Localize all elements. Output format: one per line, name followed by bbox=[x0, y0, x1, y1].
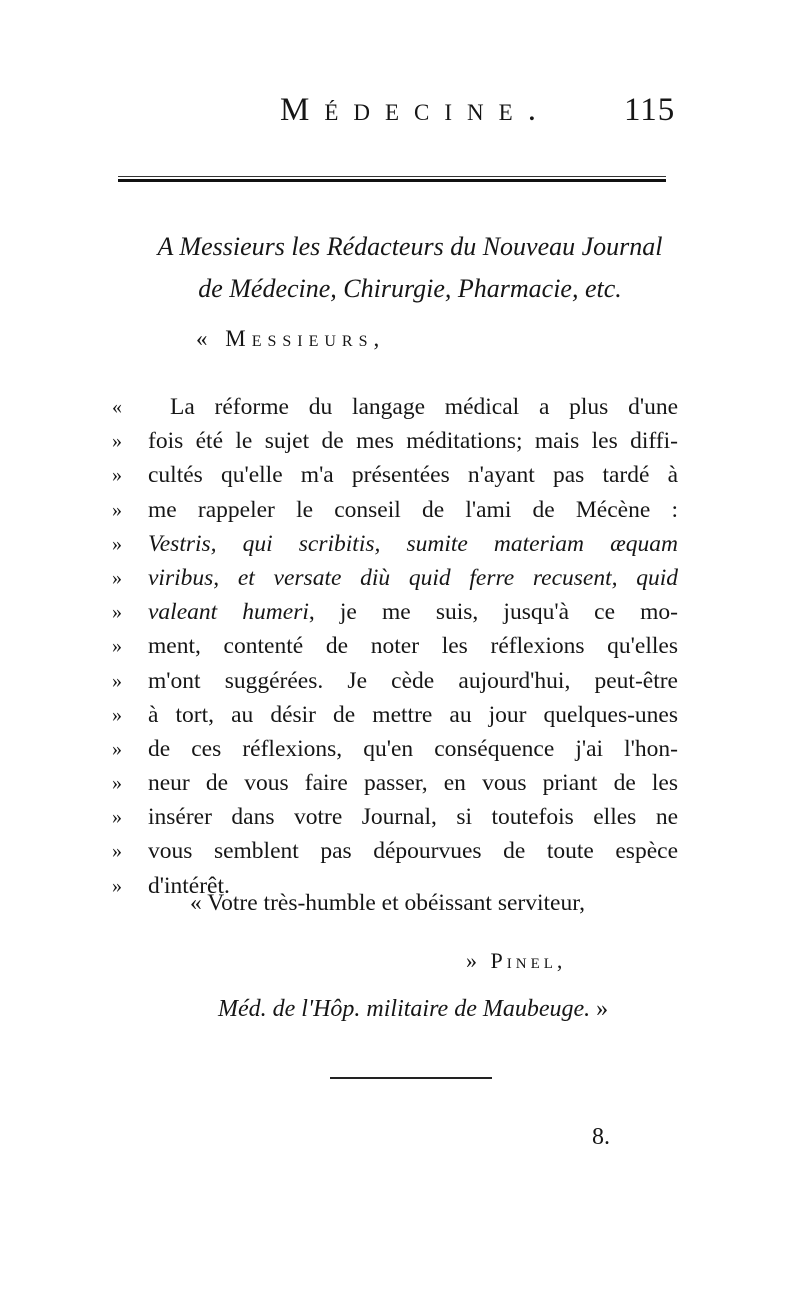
quote-mark: » bbox=[112, 498, 122, 521]
letter-line-text: de ces réflexions, qu'en conséquence j'ai l'hon- bbox=[148, 735, 678, 762]
letter-body bbox=[112, 390, 678, 903]
header-rule-thin bbox=[118, 176, 666, 177]
letter-line bbox=[112, 800, 678, 834]
quote-mark: » bbox=[112, 601, 122, 624]
letter-line bbox=[112, 424, 678, 458]
letter-line bbox=[112, 629, 678, 663]
letter-line-text: La réforme du langage médical a plus d'une bbox=[170, 394, 678, 420]
letter-line-text: me rappeler le conseil de l'ami de Mécène : bbox=[148, 496, 678, 523]
quote-mark: « bbox=[112, 396, 122, 418]
letter-signature: » Pinel, bbox=[466, 948, 567, 973]
letter-line-text: à tort, au désir de mettre au jour quelques-unes bbox=[148, 701, 678, 728]
signatory-affiliation bbox=[218, 996, 608, 1023]
letter-line bbox=[112, 834, 678, 868]
quote-mark: » bbox=[112, 806, 122, 829]
quote-mark: » bbox=[112, 840, 122, 863]
letter-line-text-mixed bbox=[148, 595, 678, 629]
quote-mark: » bbox=[112, 874, 122, 897]
quote-mark: » bbox=[112, 737, 122, 760]
letter-line bbox=[112, 527, 678, 561]
quote-mark: » bbox=[112, 532, 122, 555]
letter-line bbox=[112, 561, 678, 595]
page-number: 115 bbox=[624, 92, 676, 128]
quote-mark: » bbox=[112, 566, 122, 589]
latin-phrase: valeant humeri bbox=[148, 599, 309, 626]
letter-line-text: fois été le sujet de mes méditations; mais les diffi- bbox=[148, 428, 678, 455]
letter-line-text-latin: viribus, et versate diù quid ferre recusent, quid bbox=[148, 564, 678, 591]
letter-address bbox=[120, 226, 700, 310]
letter-line-text: ment, contenté de noter les réflexions qu'elles bbox=[148, 633, 678, 660]
address-line-2: de Médecine, Chirurgie, Pharmacie, etc. bbox=[198, 274, 622, 303]
letter-line bbox=[112, 458, 678, 492]
letter-line-text: m'ont suggérées. Je cède aujourd'hui, peut-être bbox=[148, 667, 678, 694]
running-title: Médecine. bbox=[280, 92, 551, 128]
letter-line-text: d'intérêt. bbox=[148, 872, 230, 899]
affiliation-text: Méd. de l'Hôp. militaire de Maubeuge. bbox=[218, 996, 591, 1022]
quote-mark: » bbox=[112, 703, 122, 726]
printer-signature-mark: 8. bbox=[592, 1124, 610, 1150]
letter-line bbox=[112, 664, 678, 698]
letter-line-text: vous semblent pas dépourvues de toute espèce bbox=[148, 838, 678, 865]
header-rule bbox=[118, 176, 666, 182]
address-line-1: A Messieurs les Rédacteurs du Nouveau Journal bbox=[157, 232, 663, 261]
french-phrase: , je me suis, jusqu'à ce mo- bbox=[308, 599, 679, 626]
letter-line bbox=[112, 595, 678, 629]
letter-line bbox=[112, 732, 678, 766]
quote-mark: » bbox=[112, 635, 122, 658]
quote-mark: » bbox=[112, 772, 122, 795]
letter-line bbox=[112, 493, 678, 527]
letter-line bbox=[112, 766, 678, 800]
running-head bbox=[0, 88, 800, 138]
letter-line-text: cultés qu'elle m'a présentées n'ayant pas tardé à bbox=[148, 462, 678, 489]
closing-quote-mark: » bbox=[596, 996, 609, 1022]
letter-closing: « Votre très-humble et obéissant serviteur, bbox=[190, 890, 585, 916]
quote-mark: » bbox=[112, 464, 122, 487]
letter-line-text-latin: Vestris, qui scribitis, sumite materiam æquam bbox=[148, 530, 678, 557]
section-end-rule bbox=[330, 1077, 492, 1079]
letter-line-text: neur de vous faire passer, en vous priant de les bbox=[148, 770, 678, 797]
letter-line-text: insérer dans votre Journal, si toutefois elles ne bbox=[148, 804, 678, 831]
salutation: « Messieurs, bbox=[196, 326, 386, 351]
header-rule-thick bbox=[118, 179, 666, 182]
letter-line bbox=[112, 390, 678, 424]
letter-line bbox=[112, 698, 678, 732]
quote-mark: » bbox=[112, 669, 122, 692]
quote-mark: » bbox=[112, 430, 122, 453]
